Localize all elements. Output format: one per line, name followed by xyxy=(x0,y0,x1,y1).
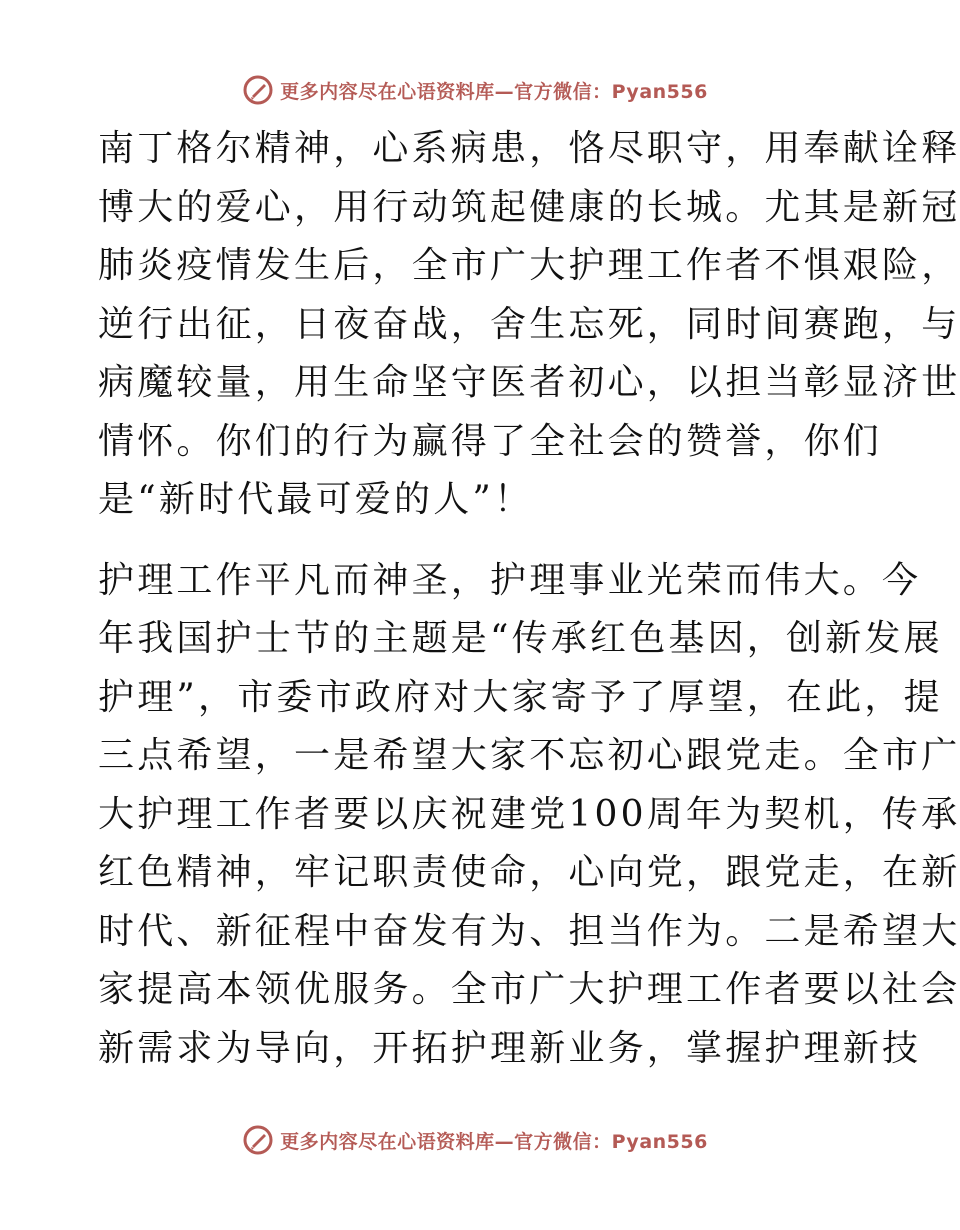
text-line: 是“新时代最可爱的人”！ xyxy=(98,479,534,520)
text-line: 大护理工作者要以庆祝建党100周年为契机，传承 xyxy=(98,793,960,835)
banner-text: 更多内容尽在心语资料库—官方微信：Pyan556 xyxy=(280,80,708,103)
text-line: 护理工作平凡而神圣，护理事业光荣而伟大。今 xyxy=(98,559,922,601)
text-line: 年我国护士节的主题是“传承红色基因，创新发展 xyxy=(98,618,943,659)
text-line: 护理”，市委市政府对大家寄予了厚望，在此，提 xyxy=(98,676,943,718)
text-line: 南丁格尔精神，心系病患，恪尽职守，用奉献诠释 xyxy=(98,128,960,169)
text-line: 博大的爱心，用行动筑起健康的长城。尤其是新冠 xyxy=(98,186,960,228)
banner-text: 更多内容尽在心语资料库—官方微信：Pyan556 xyxy=(280,1130,708,1153)
text-line: 病魔较量，用生命坚守医者初心，以担当彰显济世 xyxy=(98,362,960,403)
logo-icon xyxy=(242,74,274,106)
logo-icon xyxy=(242,1124,274,1156)
text-line: 情怀。你们的行为赢得了全社会的赞誉，你们 xyxy=(98,420,883,462)
text-line: 家提高本领优服务。全市广大护理工作者要以社会 xyxy=(98,969,960,1010)
paragraph-2 xyxy=(98,552,960,1137)
paragraph-gap xyxy=(98,530,858,552)
text-line: 肺炎疫情发生后，全市广大护理工作者不惧艰险， xyxy=(98,245,960,286)
text-line: 新需求为导向，开拓护理新业务，掌握护理新技 xyxy=(98,1027,922,1069)
text-line: 逆行出征，日夜奋战，舍生忘死，同时间赛跑，与 xyxy=(98,303,960,345)
header-banner xyxy=(0,70,950,110)
document-body xyxy=(98,120,960,1137)
footer-banner xyxy=(0,1120,950,1160)
text-line: 时代、新征程中奋发有为、担当作为。二是希望大 xyxy=(98,910,960,952)
paragraph-1 xyxy=(98,120,960,530)
text-line: 红色精神，牢记职责使命，心向党，跟党走，在新 xyxy=(98,852,960,893)
text-line: 三点希望，一是希望大家不忘初心跟党走。全市广 xyxy=(98,735,960,776)
